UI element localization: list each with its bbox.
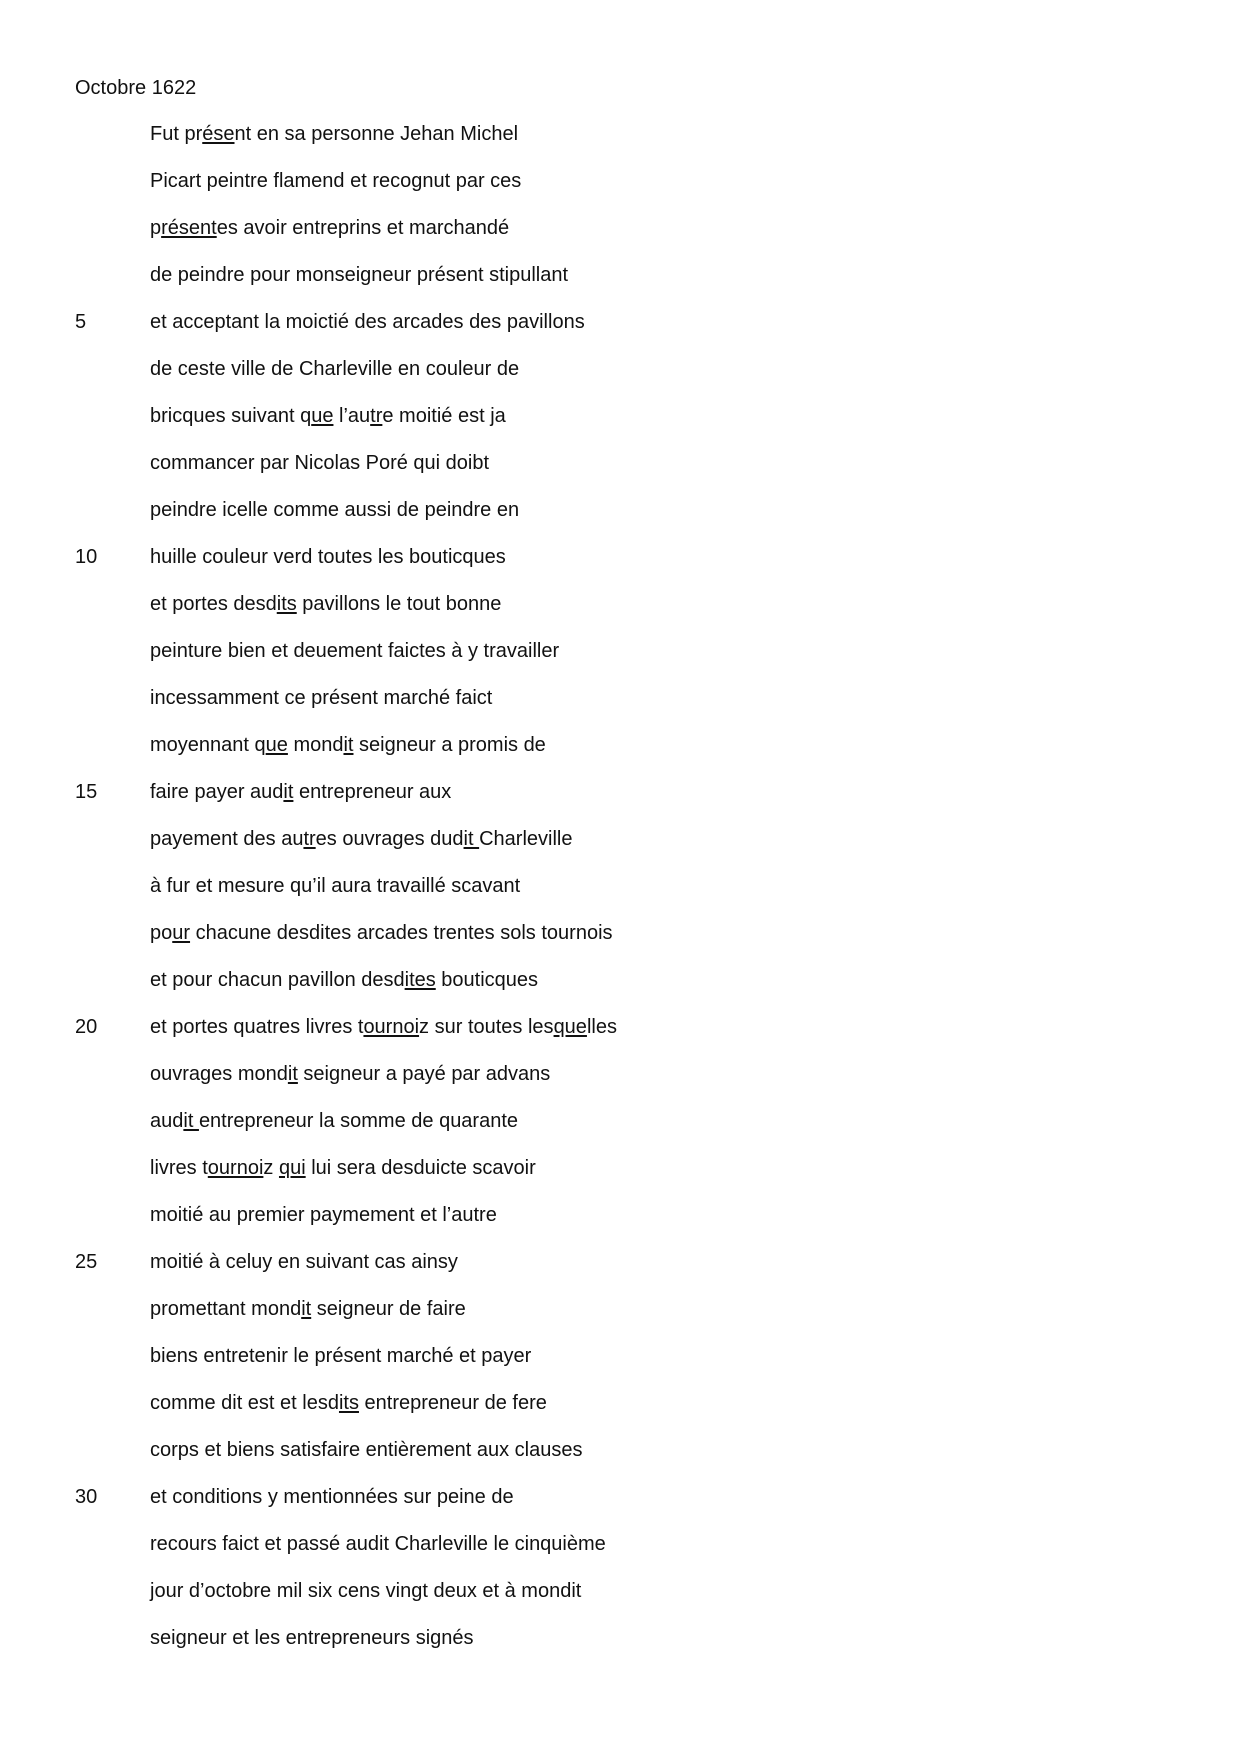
text-segment: et acceptant la moictié des arcades des pavillons xyxy=(150,311,585,333)
transcription-line xyxy=(0,545,1239,592)
line-text xyxy=(150,1626,474,1650)
abbreviation-expansion: qui xyxy=(278,1157,306,1179)
text-segment: huille couleur verd toutes les bouticques xyxy=(150,546,506,568)
abbreviation-expansion: it xyxy=(283,781,294,803)
line-text xyxy=(150,592,501,616)
line-text xyxy=(150,310,585,334)
text-segment: Fut pr xyxy=(150,123,203,145)
abbreviation-expansion: it xyxy=(343,734,354,756)
line-text xyxy=(150,780,451,804)
transcription-line xyxy=(0,1297,1239,1344)
abbreviation-expansion: ur xyxy=(172,922,191,944)
text-segment: seigneur et les entrepreneurs signés xyxy=(150,1627,474,1649)
text-segment: et pour chacun pavillon desd xyxy=(150,969,405,991)
line-text xyxy=(150,1203,497,1227)
abbreviation-expansion: ournoi xyxy=(363,1016,420,1038)
text-segment: chacune desdites arcades trentes sols tournois xyxy=(190,922,613,944)
line-text xyxy=(150,1250,458,1274)
line-number: 30 xyxy=(75,1486,98,1508)
line-text xyxy=(150,733,546,757)
text-segment: commancer par Nicolas Poré qui doibt xyxy=(150,452,490,474)
text-segment: e moitié est ja xyxy=(382,405,506,427)
line-text xyxy=(150,639,559,663)
text-segment: entrepreneur la somme de quarante xyxy=(198,1110,519,1132)
transcription-line xyxy=(0,1203,1239,1250)
transcription-line xyxy=(0,874,1239,921)
line-text xyxy=(150,1579,581,1603)
text-segment: entrepreneur aux xyxy=(293,781,452,803)
text-segment: Charleville xyxy=(479,828,573,850)
line-text xyxy=(150,1297,466,1321)
transcription-line xyxy=(0,357,1239,404)
text-segment: biens entretenir le présent marché et payer xyxy=(150,1345,532,1367)
line-text xyxy=(150,263,568,287)
line-text xyxy=(150,357,519,381)
line-text xyxy=(150,1062,550,1086)
line-text xyxy=(150,968,538,992)
text-segment: es avoir entreprins et marchandé xyxy=(216,217,510,239)
abbreviation-expansion: tr xyxy=(370,405,383,427)
text-segment: moyennant q xyxy=(150,734,266,756)
text-segment: corps et biens satisfaire entièrement aux clauses xyxy=(150,1439,583,1461)
line-text xyxy=(150,216,509,240)
line-text xyxy=(150,169,521,193)
text-segment: Picart peintre flamend et recognut par ces xyxy=(150,170,522,192)
abbreviation-expansion: tr xyxy=(303,828,316,850)
text-segment: moitié à celuy en suivant cas ainsy xyxy=(150,1251,458,1273)
line-text xyxy=(150,545,506,569)
text-segment: seigneur a payé par advans xyxy=(297,1063,551,1085)
line-text xyxy=(150,1109,518,1133)
transcription-line xyxy=(0,733,1239,780)
abbreviation-expansion: ue xyxy=(265,734,288,756)
line-text xyxy=(150,874,520,898)
transcription-line xyxy=(0,1579,1239,1626)
text-segment: jour d’octobre mil six cens vingt deux et à mondit xyxy=(150,1580,582,1602)
abbreviation-expansion: it xyxy=(183,1110,199,1132)
line-text xyxy=(150,827,572,851)
text-segment: promettant mond xyxy=(150,1298,302,1320)
line-text xyxy=(150,451,489,475)
transcription-line xyxy=(0,498,1239,545)
transcription-line xyxy=(0,921,1239,968)
transcription-line xyxy=(0,169,1239,216)
text-segment: et portes quatres livres t xyxy=(150,1016,364,1038)
transcription-line xyxy=(0,968,1239,1015)
line-text xyxy=(150,1438,582,1462)
transcription-line xyxy=(0,1250,1239,1297)
transcription-line xyxy=(0,1344,1239,1391)
transcription-line xyxy=(0,1532,1239,1579)
text-segment: mond xyxy=(287,734,344,756)
transcription-line xyxy=(0,404,1239,451)
transcription-line xyxy=(0,1438,1239,1485)
text-segment: pavillons le tout bonne xyxy=(296,593,502,615)
line-number: 20 xyxy=(75,1016,98,1038)
text-segment: recours faict et passé audit Charleville le cinquième xyxy=(150,1533,606,1555)
text-segment: bricques suivant q xyxy=(150,405,312,427)
text-segment: seigneur a promis de xyxy=(353,734,546,756)
text-segment: de ceste ville de Charleville en couleur de xyxy=(150,358,520,380)
text-segment: es ouvrages dud xyxy=(315,828,464,850)
line-text xyxy=(150,921,613,945)
text-segment: p xyxy=(150,217,162,239)
line-text xyxy=(150,498,519,522)
transcription-line xyxy=(0,1485,1239,1532)
text-segment: peinture bien et deuement faictes à y travailler xyxy=(150,640,560,662)
text-segment: z sur toutes les xyxy=(419,1016,554,1038)
text-segment: faire payer aud xyxy=(150,781,284,803)
transcription-line xyxy=(0,1626,1239,1673)
transcription-lines xyxy=(0,122,1239,1673)
transcription-line xyxy=(0,1109,1239,1156)
line-number: 5 xyxy=(75,311,87,333)
transcription-line xyxy=(0,1015,1239,1062)
transcription-line xyxy=(0,1156,1239,1203)
text-segment: lles xyxy=(586,1016,617,1038)
line-number: 25 xyxy=(75,1251,98,1273)
abbreviation-expansion: ournoi xyxy=(207,1157,264,1179)
transcription-line xyxy=(0,310,1239,357)
line-text xyxy=(150,1532,606,1556)
abbreviation-expansion: it xyxy=(301,1298,312,1320)
text-segment: livres t xyxy=(150,1157,208,1179)
transcription-line xyxy=(0,1391,1239,1438)
abbreviation-expansion: it xyxy=(463,828,480,850)
line-text xyxy=(150,1485,514,1509)
abbreviation-expansion: ites xyxy=(404,969,436,991)
document-title: Octobre 1622 xyxy=(75,77,197,99)
line-text xyxy=(150,1015,617,1039)
text-segment: aud xyxy=(150,1110,184,1132)
transcription-line xyxy=(0,451,1239,498)
text-segment: ouvrages mond xyxy=(150,1063,288,1085)
line-text xyxy=(150,122,518,146)
transcription-line xyxy=(0,639,1239,686)
text-segment: payement des au xyxy=(150,828,304,850)
transcription-line xyxy=(0,780,1239,827)
text-segment: comme dit est et lesd xyxy=(150,1392,339,1414)
line-number: 15 xyxy=(75,781,98,803)
text-segment: entrepreneur de fere xyxy=(358,1392,547,1414)
transcription-line xyxy=(0,686,1239,733)
text-segment: et conditions y mentionnées sur peine de xyxy=(150,1486,514,1508)
text-segment: à fur et mesure qu’il aura travaillé scavant xyxy=(150,875,521,897)
text-segment: z xyxy=(263,1157,279,1179)
text-segment: de peindre pour monseigneur présent stipullant xyxy=(150,264,569,286)
line-text xyxy=(150,1344,531,1368)
abbreviation-expansion: que xyxy=(553,1016,587,1038)
abbreviation-expansion: its xyxy=(338,1392,359,1414)
text-segment: bouticques xyxy=(435,969,539,991)
text-segment: et portes desd xyxy=(150,593,277,615)
transcription-line xyxy=(0,592,1239,639)
transcription-line xyxy=(0,263,1239,310)
line-text xyxy=(150,1156,536,1180)
transcription-line xyxy=(0,827,1239,874)
abbreviation-expansion: résent xyxy=(161,217,217,239)
text-segment: incessamment ce présent marché faict xyxy=(150,687,493,709)
abbreviation-expansion: ése xyxy=(202,123,235,145)
line-text xyxy=(150,686,492,710)
text-segment: peindre icelle comme aussi de peindre en xyxy=(150,499,520,521)
text-segment: seigneur de faire xyxy=(311,1298,466,1320)
transcription-line xyxy=(0,122,1239,169)
transcription-line xyxy=(0,1062,1239,1109)
text-segment: moitié au premier paymement et l’autre xyxy=(150,1204,497,1226)
abbreviation-expansion: it xyxy=(287,1063,298,1085)
abbreviation-expansion: ue xyxy=(311,405,334,427)
text-segment: po xyxy=(150,922,173,944)
transcription-line xyxy=(0,216,1239,263)
text-segment: lui sera desduicte scavoir xyxy=(305,1157,536,1179)
line-number: 10 xyxy=(75,546,98,568)
text-segment: l’au xyxy=(333,405,371,427)
text-segment: nt en sa personne Jehan Michel xyxy=(234,123,519,145)
line-text xyxy=(150,1391,547,1415)
abbreviation-expansion: its xyxy=(276,593,297,615)
line-text xyxy=(150,404,506,428)
